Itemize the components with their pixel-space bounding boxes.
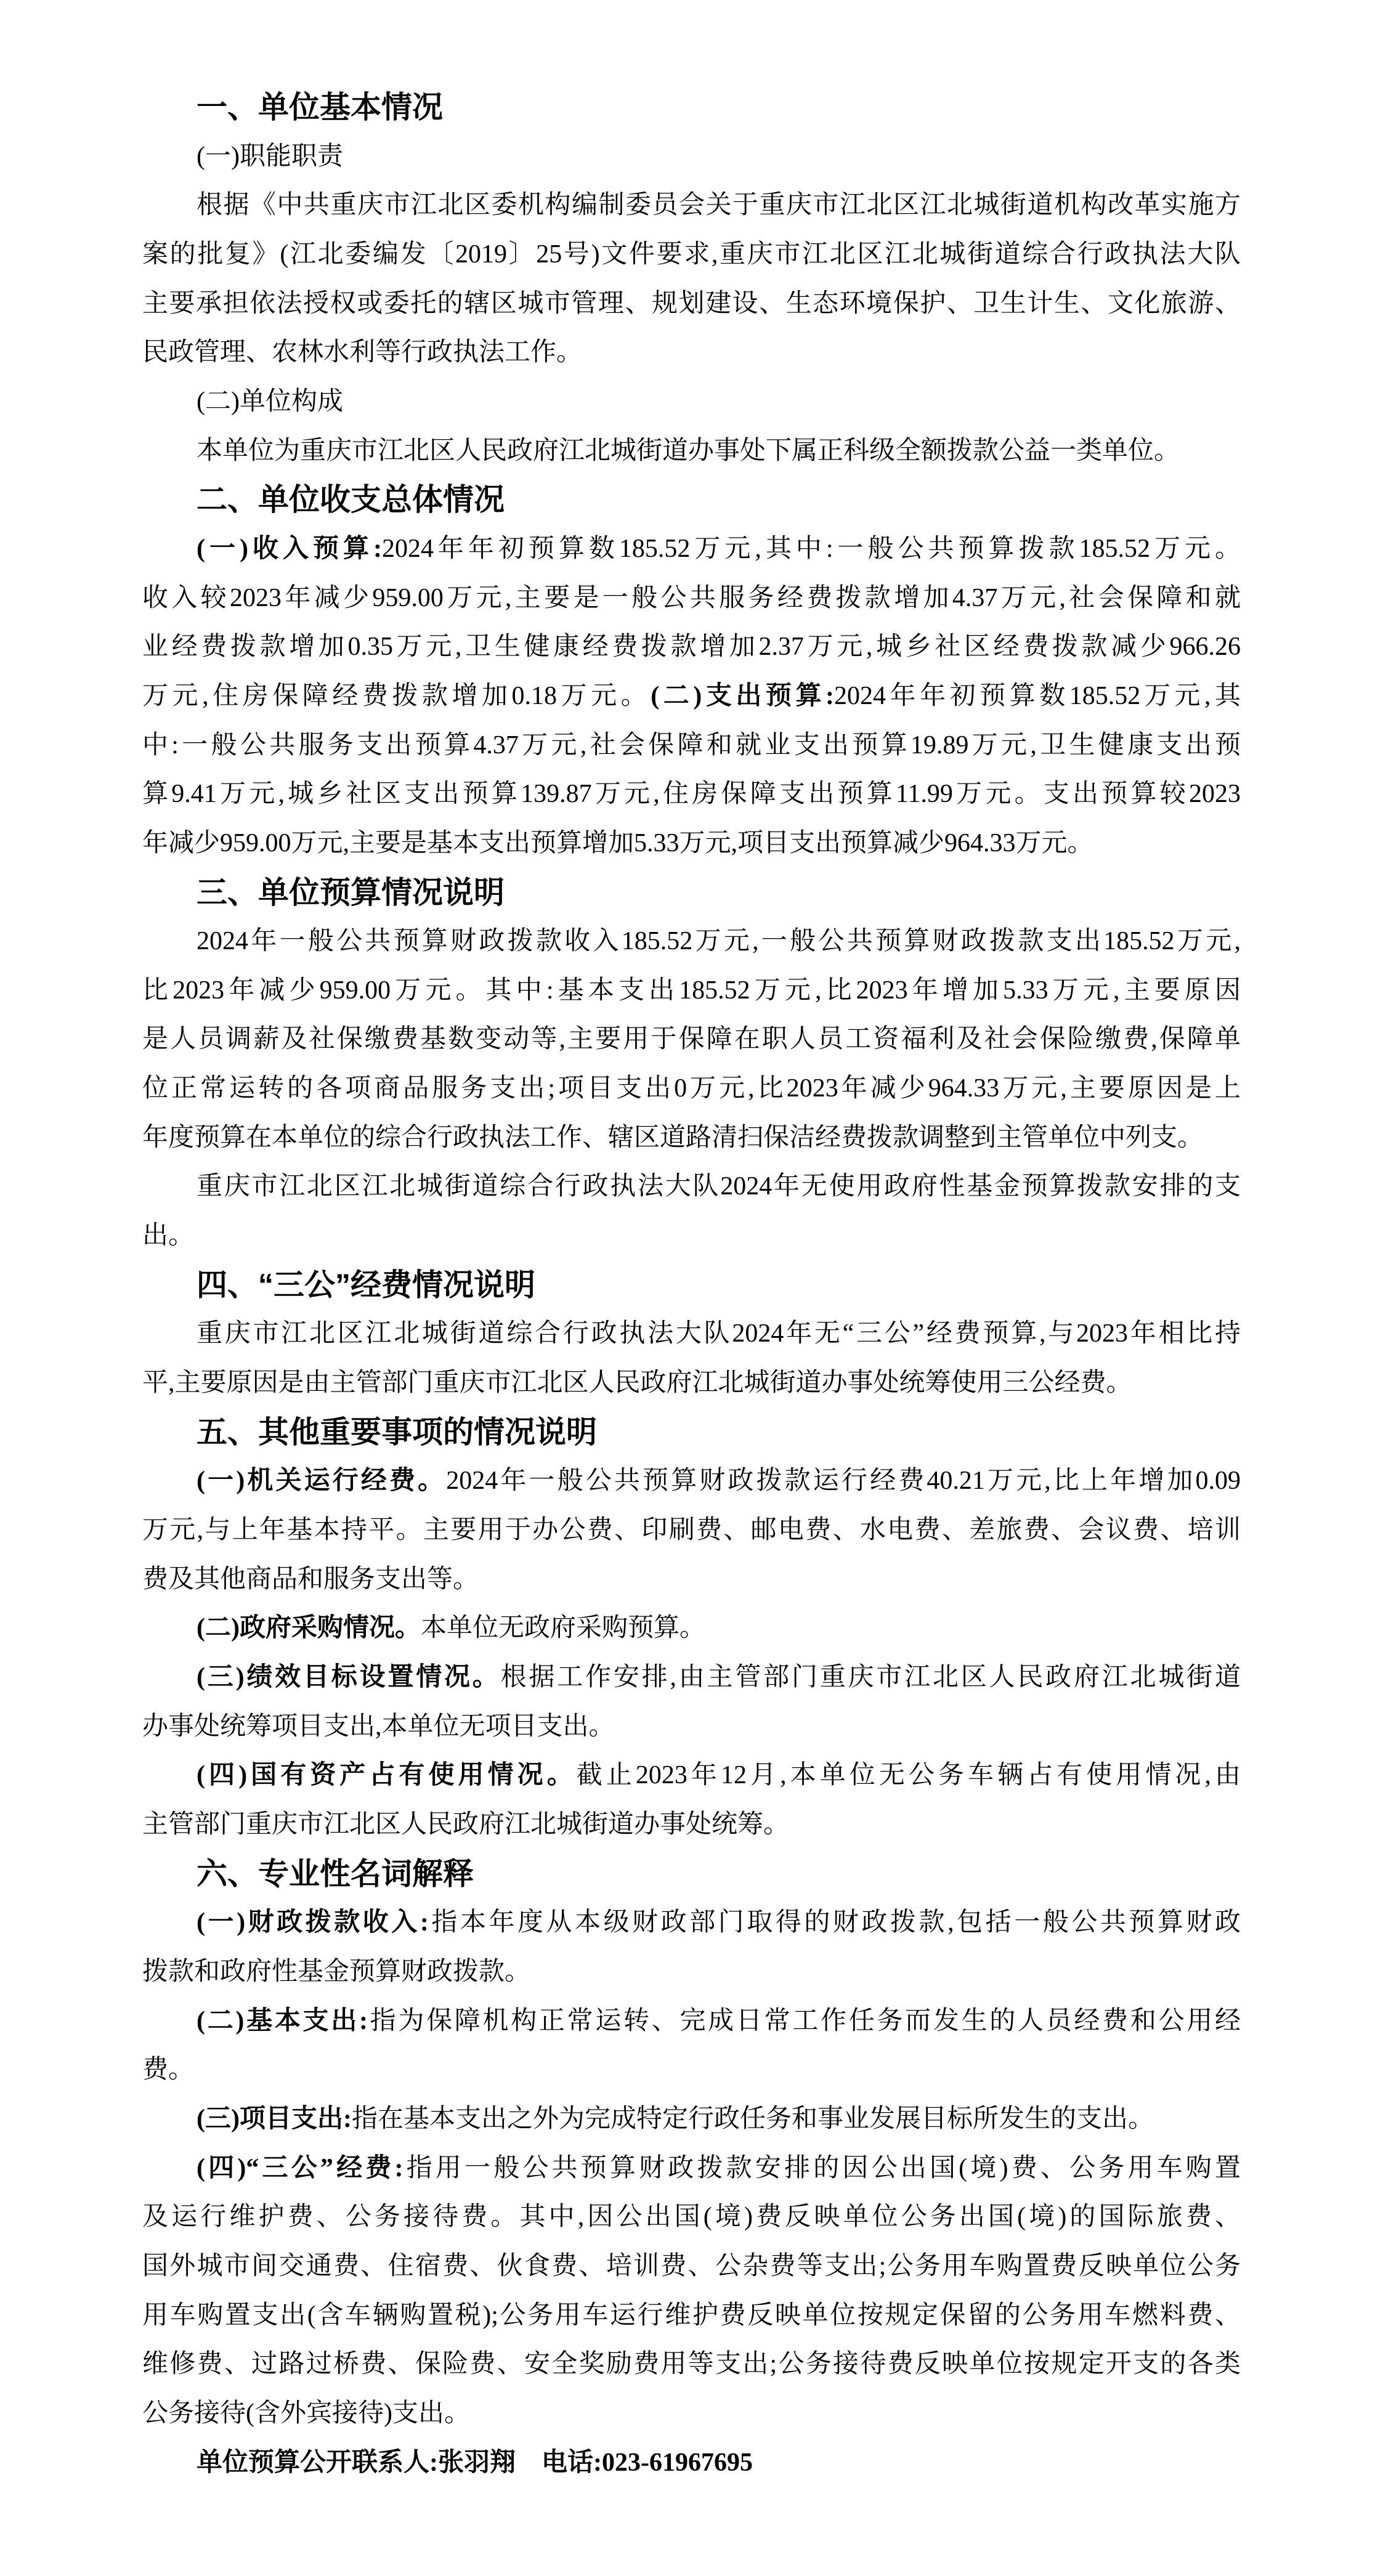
text-segment: 指本年度从本级财政部门取得的财政拨款,包括一般公共预算财政 [428,1908,1241,1937]
contact-line [142,2439,1241,2488]
text-segment: 2024年一般公共预算财政拨款运行经费40.21万元,比上年增加0.09 [446,1467,1241,1496]
text-segment: 本单位为重庆市江北区人民政府江北城街道办事处下属正科级全额拨款公益一类单位。 [197,436,1180,465]
text-line [142,1653,1241,1703]
text-segment: 年度预算在本单位的综合行政执法工作、辖区道路清扫保洁经费拨款调整到主管单位中列支。 [142,1123,1204,1152]
text-segment: 位正常运转的各项商品服务支出;项目支出0万元,比2023年减少964.33万元,主要原因是上 [142,1074,1241,1103]
text-line [142,1015,1241,1064]
bold-text-segment: (一)收入预算: [197,534,382,563]
text-segment: 万元,住房保障经费拨款增加0.18万元。 [142,681,651,710]
text-segment: (一)职能职责 [197,142,343,171]
text-line [142,1898,1241,1948]
document-content [142,83,1241,2487]
text-line [142,230,1241,280]
text-segment: 办事处统筹项目支出,本单位无项目支出。 [142,1712,615,1741]
text-line [142,672,1241,721]
section-heading [142,869,1241,918]
bold-text-segment: (三)绩效目标设置情况。 [197,1663,501,1691]
text-segment: 2024年年初预算数185.52万元,其 [834,681,1241,710]
text-segment: 拨款和政府性基金预算财政拨款。 [142,1957,531,1986]
text-line [142,1948,1241,1997]
bold-text-segment: (二)政府采购情况。 [197,1614,421,1643]
text-line [142,2144,1241,2193]
text-segment: 出。 [142,1221,195,1250]
text-line [142,1506,1241,1555]
section-heading [142,476,1241,525]
section-heading [142,83,1241,132]
text-segment: 年减少959.00万元,主要是基本支出预算增加5.33万元,项目支出预算减少964.33万元。 [142,828,1093,857]
text-segment: 指用一般公共预算财政拨款安排的因公出国(境)费、公务用车购置 [403,2153,1241,2182]
text-line [142,2291,1241,2341]
text-line [142,2340,1241,2389]
bold-text-segment: (一)机关运行经费。 [197,1467,447,1496]
text-line [142,2389,1241,2439]
text-segment: 根据《中共重庆市江北区委机构编制委员会关于重庆市江北区江北城街道机构改革实施方 [197,191,1241,220]
text-line [142,280,1241,329]
text-segment: 及运行维护费、公务接待费。其中,因公出国(境)费反映单位公务出国(境)的国际旅费、 [142,2203,1241,2232]
text-segment: 指在基本支出之外为完成特定行政任务和事业发展目标所发生的支出。 [351,2104,1154,2133]
section-heading [142,1408,1241,1457]
bold-text-segment: (三)项目支出: [197,2104,352,2133]
text-segment: 一、单位基本情况 [197,90,443,124]
text-line [142,1457,1241,1506]
text-segment: 2024年一般公共预算财政拨款收入185.52万元,一般公共预算财政拨款支出185.52万元, [197,927,1241,956]
bold-text-segment: 单位预算公开联系人:张羽翔 电话:023-61967695 [197,2448,753,2477]
text-line [142,1800,1241,1850]
text-segment: 主管部门重庆市江北区人民政府江北城街道办事处统筹。 [142,1810,790,1839]
bold-text-segment: (四)“三公”经费: [197,2153,404,2182]
text-line [142,427,1241,476]
text-line [142,1310,1241,1359]
text-line [142,132,1241,182]
text-line [142,1604,1241,1653]
text-segment: 案的批复》(江北委编发〔2019〕25号)文件要求,重庆市江北区江北城街道综合行政执法大队 [142,240,1241,269]
text-line [142,721,1241,771]
text-line [142,574,1241,623]
text-segment: 公务接待(含外宾接待)支出。 [142,2399,470,2428]
text-line [142,2095,1241,2144]
text-segment: 用车购置支出(含车辆购置税);公务用车运行维护费反映单位按规定保留的公务用车燃料费、 [142,2301,1241,2330]
text-segment: 算9.41万元,城乡社区支出预算139.87万元,住房保障支出预算11.99万元。支出预算较2023 [142,780,1241,809]
text-segment: 国外城市间交通费、住宿费、伙食费、培训费、公杂费等支出;公务用车购置费反映单位公务 [142,2251,1241,2280]
text-segment: 维修费、过路过桥费、保险费、安全奖励费用等支出;公务接待费反映单位按规定开支的各类 [142,2350,1241,2379]
section-heading [142,1850,1241,1899]
text-line [142,770,1241,819]
text-line [142,1751,1241,1800]
text-line [142,525,1241,574]
text-line [142,1997,1241,2046]
text-segment: (二)单位构成 [197,387,343,416]
text-segment: 民政管理、农林水利等行政执法工作。 [142,338,583,367]
text-segment: 收入较2023年减少959.00万元,主要是一般公共服务经费拨款增加4.37万元,社会保障和就 [142,583,1241,612]
text-segment: 业经费拨款增加0.35万元,卫生健康经费拨款增加2.37万元,城乡社区经费拨款减少966.26 [142,633,1241,662]
text-line [142,378,1241,427]
text-segment: 比2023年减少959.00万元。其中:基本支出185.52万元,比2023年增加5.33万元,主要原因 [142,976,1241,1005]
section-heading [142,1261,1241,1310]
text-segment: 四、“三公”经费情况说明 [197,1267,535,1302]
text-segment: 六、专业性名词解释 [197,1856,474,1891]
text-segment: 指为保障机构正常运转、完成日常工作任务而发生的人员经费和公用经 [367,2006,1241,2035]
text-line [142,623,1241,672]
text-segment: 截止2023年12月,本单位无公务车辆占有使用情况,由 [576,1761,1241,1790]
text-segment: 2024年年初预算数185.52万元,其中:一般公共预算拨款185.52万元。 [381,534,1241,563]
text-line [142,181,1241,230]
text-segment: 中:一般公共服务支出预算4.37万元,社会保障和就业支出预算19.89万元,卫生健康支出预 [142,731,1241,759]
text-line [142,1212,1241,1261]
bold-text-segment: (一)财政拨款收入: [197,1908,429,1937]
text-segment: 平,主要原因是由主管部门重庆市江北区人民政府江北城街道办事处统筹使用三公经费。 [142,1369,1132,1398]
text-segment: 费。 [142,2056,195,2084]
text-segment: 本单位无政府采购预算。 [420,1614,705,1643]
text-segment: 根据工作安排,由主管部门重庆市江北区人民政府江北城街道 [500,1663,1241,1691]
text-line [142,2193,1241,2242]
text-line [142,1703,1241,1752]
text-segment: 重庆市江北区江北城街道综合行政执法大队2024年无使用政府性基金预算拨款安排的支 [197,1172,1241,1201]
text-line [142,2046,1241,2095]
text-line [142,917,1241,966]
text-line [142,1555,1241,1605]
text-line [142,2242,1241,2291]
bold-text-segment: (二)基本支出: [197,2006,368,2035]
bold-text-segment: (二)支出预算: [651,681,834,710]
text-segment: 是人员调薪及社保缴费基数变动等,主要用于保障在职人员工资福利及社会保险缴费,保障单 [142,1025,1241,1054]
text-segment: 费及其他商品和服务支出等。 [142,1565,479,1594]
text-line [142,328,1241,378]
text-segment: 万元,与上年基本持平。主要用于办公费、印刷费、邮电费、水电费、差旅费、会议费、培训 [142,1516,1241,1545]
text-segment: 三、单位预算情况说明 [197,875,505,910]
text-line [142,819,1241,869]
bold-text-segment: (四)国有资产占有使用情况。 [197,1761,577,1790]
text-line [142,1359,1241,1408]
text-line [142,1162,1241,1212]
text-line [142,966,1241,1016]
text-line [142,1064,1241,1114]
text-segment: 重庆市江北区江北城街道综合行政执法大队2024年无“三公”经费预算,与2023年相比持 [197,1319,1241,1348]
text-line [142,1114,1241,1163]
text-segment: 二、单位收支总体情况 [197,482,505,517]
text-segment: 五、其他重要事项的情况说明 [197,1414,597,1449]
text-segment: 主要承担依法授权或委托的辖区城市管理、规划建设、生态环境保护、卫生计生、文化旅游、 [142,289,1241,318]
